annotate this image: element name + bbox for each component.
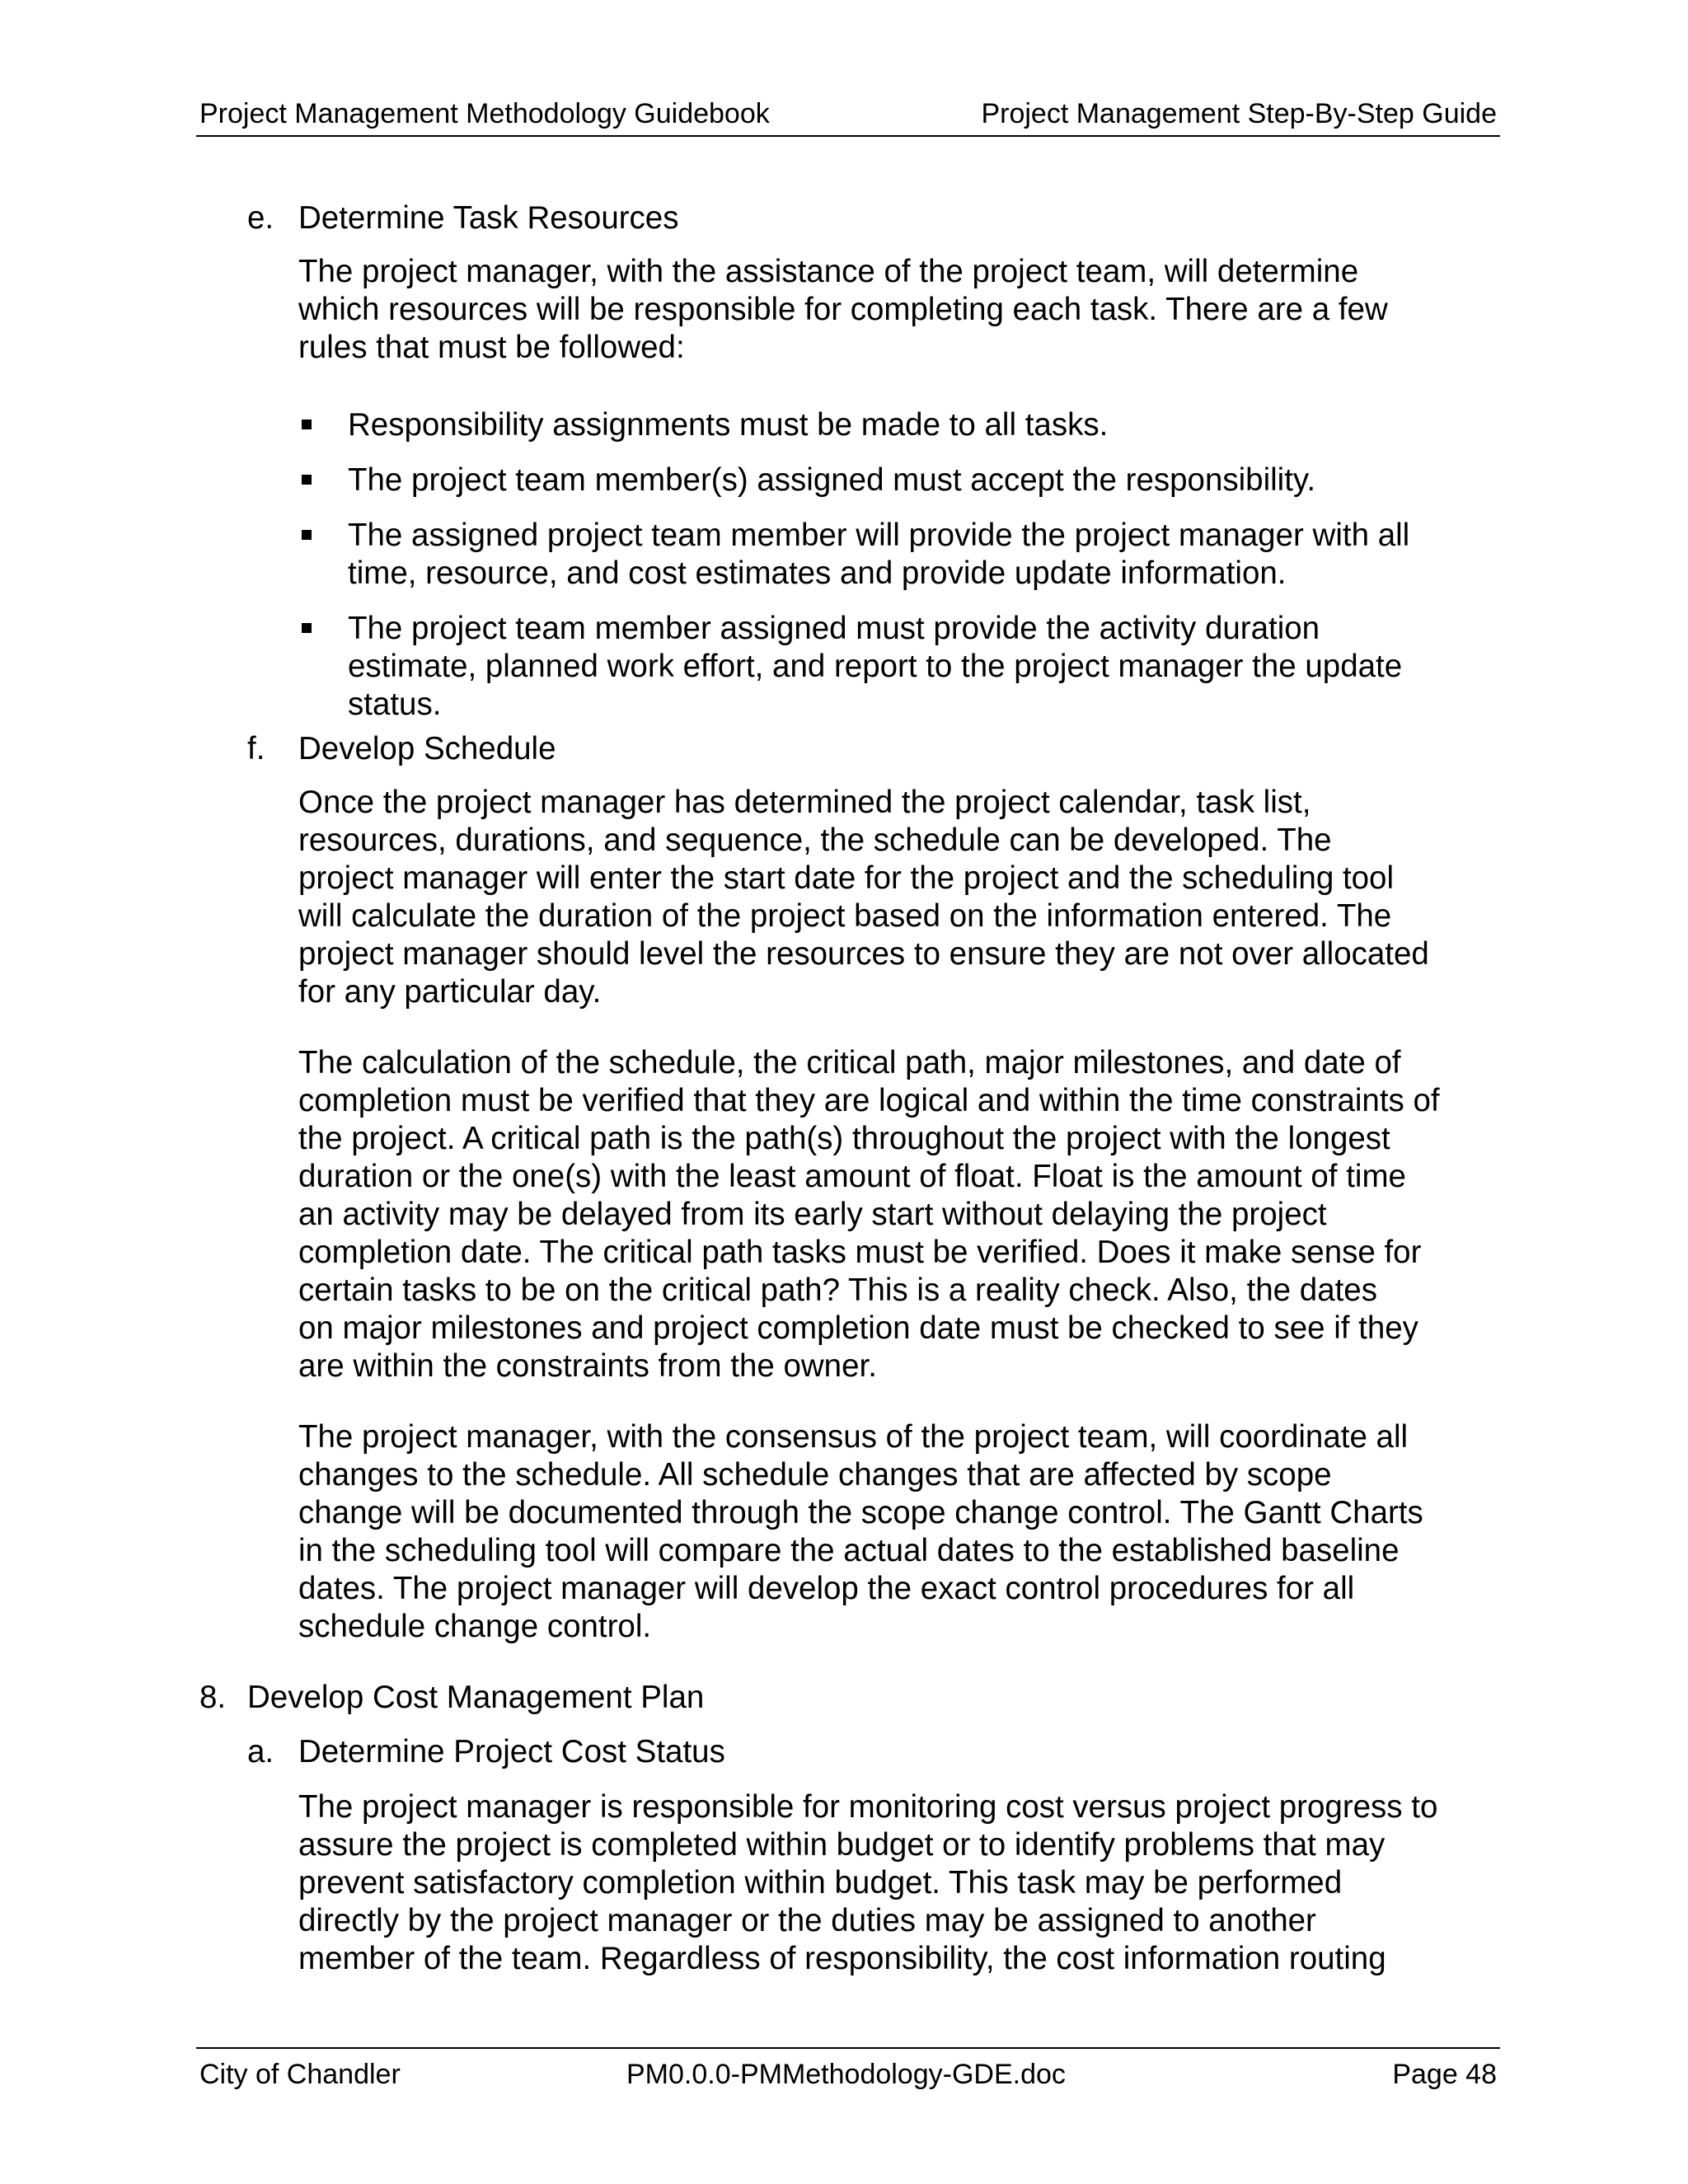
paragraph-line: Once the project manager has determined the project calendar, task list, [298,785,1311,820]
square-bullet-icon [302,419,312,429]
paragraph-line: will calculate the duration of the project based on the information entered. The [298,898,1392,934]
list-item-line: Responsibility assignments must be made to all tasks. [348,407,1109,443]
paragraph-line: changes to the schedule. All schedule changes that are affected by scope [298,1457,1332,1493]
list-item-line: status. [348,687,442,722]
header-left-title: Project Management Methodology Guidebook [199,98,770,129]
section-a-paragraph [196,1788,1502,1978]
footer-filename: PM0.0.0-PMMethodology-GDE.doc [626,2059,1066,2090]
paragraph-line: directly by the project manager or the duties may be assigned to another [298,1903,1316,1938]
paragraph-line: project manager should level the resources to ensure they are not over allocated [298,936,1429,972]
list-item-line: The project team member(s) assigned must accept the responsibility. [348,462,1316,498]
page-header [196,96,1500,137]
paragraph-line: on major milestones and project completion date must be checked to see if they [298,1310,1418,1346]
footer-page-number: Page 48 [1392,2059,1497,2090]
section-e-intro-line: rules that must be followed: [298,330,685,365]
paragraph-line: schedule change control. [298,1609,652,1644]
paragraph-line: assure the project is completed within budget or to identify problems that may [298,1827,1386,1863]
section-a-marker: a. [247,1734,274,1769]
section-f-title: Develop Schedule [298,731,556,766]
section-e-title: Determine Task Resources [298,200,679,236]
section-f-heading [196,730,1500,768]
list-item-line: The assigned project team member will provide the project manager with all [348,518,1410,553]
paragraph-line: an activity may be delayed from its early start without delaying the project [298,1197,1327,1232]
section-f-paragraph-1 [196,784,1502,1011]
section-f-marker: f. [247,731,265,766]
paragraph-line: change will be documented through the scope change control. The Gantt Charts [298,1495,1423,1530]
paragraph-line: in the scheduling tool will compare the actual dates to the established baseline [298,1533,1400,1568]
section-f-paragraph-2 [196,1044,1502,1385]
paragraph-line: resources, durations, and sequence, the schedule can be developed. The [298,823,1332,858]
section-e-marker: e. [247,200,274,236]
paragraph-line: certain tasks to be on the critical path? This is a reality check. Also, the dates [298,1272,1377,1308]
section-8-heading [196,1679,1500,1717]
paragraph-line: are within the constraints from the owner. [298,1348,877,1384]
page-content [196,196,1500,1978]
list-item [196,406,1500,444]
list-item [196,610,1500,724]
list-item [196,462,1500,499]
page-footer [196,2047,1500,2098]
header-right-title: Project Management Step-By-Step Guide [981,98,1497,129]
square-bullet-icon [302,475,312,485]
square-bullet-icon [302,623,312,633]
footer-organization: City of Chandler [199,2059,401,2090]
section-8-marker: 8. [199,1680,227,1715]
paragraph-line: for any particular day. [298,974,602,1010]
paragraph-line: duration or the one(s) with the least amount of float. Float is the amount of time [298,1159,1406,1194]
paragraph-line: prevent satisfactory completion within budget. This task may be performed [298,1865,1343,1900]
list-item [196,517,1500,593]
section-e-intro [196,253,1502,367]
paragraph-line: The project manager, with the consensus of the project team, will coordinate all [298,1419,1409,1455]
paragraph-line: completion must be verified that they are logical and within the time constraints of [298,1083,1440,1118]
section-e-intro-line: which resources will be responsible for completing each task. There are a few [298,292,1388,327]
paragraph-line: project manager will enter the start date for the project and the scheduling tool [298,860,1395,896]
list-item-line: The project team member assigned must provide the activity duration [348,611,1320,646]
section-e-intro-line: The project manager, with the assistance of the project team, will determine [298,254,1359,289]
paragraph-line: The project manager is responsible for monitoring cost versus project progress to [298,1789,1438,1825]
section-8-title: Develop Cost Management Plan [247,1680,705,1715]
list-item-line: time, resource, and cost estimates and provide update information. [348,555,1287,591]
paragraph-line: The calculation of the schedule, the critical path, major milestones, and date of [298,1045,1401,1080]
section-a-title: Determine Project Cost Status [298,1734,725,1769]
square-bullet-icon [302,530,312,540]
paragraph-line: the project. A critical path is the path(s) throughout the project with the longest [298,1121,1390,1156]
paragraph-line: member of the team. Regardless of responsibility, the cost information routing [298,1941,1386,1976]
paragraph-line: completion date. The critical path tasks must be verified. Does it make sense for [298,1235,1422,1270]
section-e-rules-list [196,406,1500,724]
section-a-heading [196,1733,1500,1771]
section-f-paragraph-3 [196,1418,1502,1646]
paragraph-line: dates. The project manager will develop the exact control procedures for all [298,1571,1355,1606]
section-e-heading [196,199,1500,237]
list-item-line: estimate, planned work effort, and report to the project manager the update [348,649,1403,684]
